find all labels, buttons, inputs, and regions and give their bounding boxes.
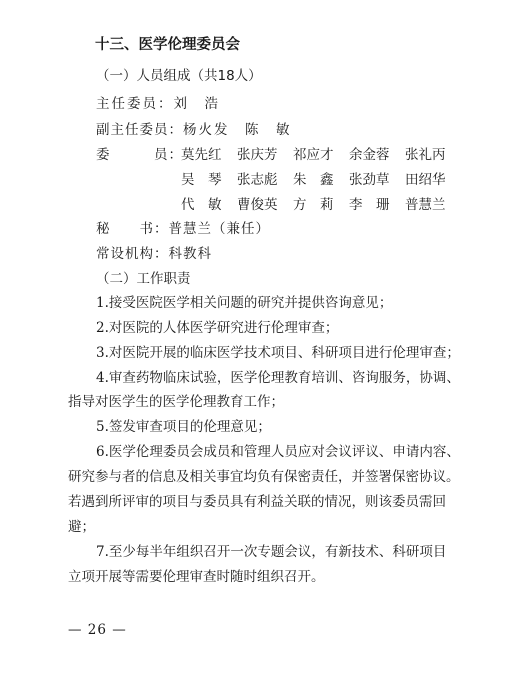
- committee-member: 曹俊英: [237, 197, 278, 213]
- office-label: 常设机构：: [96, 246, 169, 262]
- office-name: 科教科: [168, 246, 212, 262]
- committee-member: 张劲草: [349, 172, 390, 188]
- committee-member: 莫先红: [181, 147, 222, 163]
- secretary-line: [96, 220, 270, 238]
- duty-line: 指导对医学生的医学伦理教育工作；: [68, 394, 284, 410]
- committee-member: 田绍华: [405, 172, 446, 188]
- committee-row-2: [181, 171, 461, 189]
- committee-member: 普慧兰: [405, 197, 446, 213]
- duties-heading: （二）工作职责: [96, 271, 191, 287]
- duty-line: 立项开展等需要伦理审查时随时组织召开。: [68, 569, 325, 585]
- committee-member: 祁应才: [293, 147, 334, 163]
- page-number: — 26 —: [68, 622, 127, 638]
- committee-member: 代 敏: [181, 197, 222, 213]
- committee-row-1: [181, 146, 461, 164]
- vice-chair-line: [96, 121, 292, 139]
- chair-line: [96, 95, 220, 113]
- chair-label: 主任委员：: [96, 96, 174, 112]
- committee-row-3: [181, 196, 461, 214]
- office-line: [96, 245, 212, 263]
- secretary-name: 普慧兰（兼任）: [168, 221, 270, 237]
- chair-name: 刘 浩: [173, 96, 220, 112]
- vice-chair-names: 杨火发 陈 敏: [183, 122, 292, 138]
- duty-line: 4.审查药物临床试验，医学伦理教育培训、咨询服务，协调、: [96, 370, 460, 386]
- duty-line: 3.对医院开展的临床医学技术项目、科研项目进行伦理审查；: [96, 345, 460, 361]
- committee-member: 李 珊: [349, 197, 390, 213]
- section-title: 十三、医学伦理委员会: [95, 37, 240, 53]
- duty-line: 若遇到所评审的项目与委员具有利益关联的情况，则该委员需回: [68, 494, 446, 510]
- committee-member: 朱 鑫: [293, 172, 334, 188]
- duty-line: 避；: [68, 519, 95, 535]
- committee-member: 张庆芳: [237, 147, 278, 163]
- committee-member: 张礼丙: [405, 147, 446, 163]
- committee-member: 余金蓉: [349, 147, 390, 163]
- committee-member: 吴 琴: [181, 172, 222, 188]
- duty-line: 5.签发审查项目的伦理意见；: [96, 419, 271, 435]
- duty-line: 6.医学伦理委员会成员和管理人员应对会议评议、申请内容、: [96, 444, 460, 460]
- duty-line: 2.对医院的人体医学研究进行伦理审查；: [96, 320, 339, 336]
- committee-member: 方 莉: [293, 197, 334, 213]
- secretary-label: 秘 书：: [96, 221, 169, 237]
- duty-line: 7.至少每半年组织召开一次专题会议，有新技术、科研项目: [96, 544, 447, 560]
- vice-chair-label: 副主任委员：: [96, 122, 183, 138]
- committee-label: 委 员：: [96, 147, 183, 163]
- duty-line: 研究参与者的信息及相关事宜均负有保密责任，并签署保密协议。: [68, 469, 460, 485]
- duty-line: 1.接受医院医学相关问题的研究并提供咨询意见；: [96, 295, 393, 311]
- committee-member: 张志彪: [237, 172, 278, 188]
- members-heading: （一）人员组成（共18人）: [96, 68, 262, 84]
